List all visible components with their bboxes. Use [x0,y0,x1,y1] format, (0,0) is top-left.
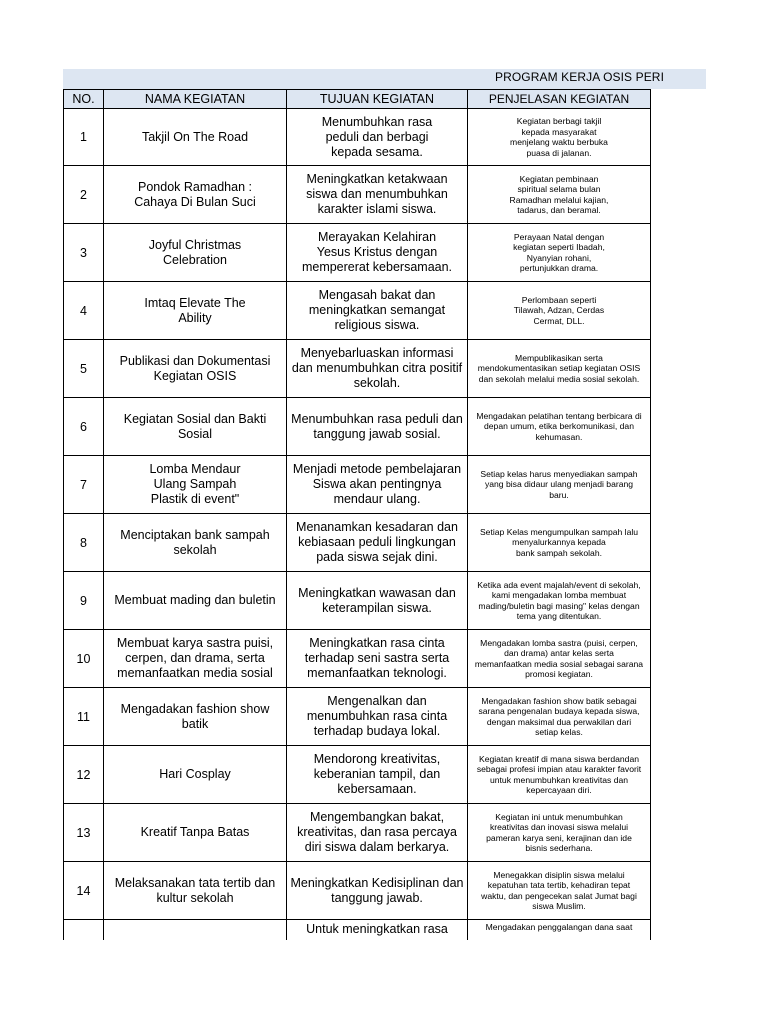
document-title: PROGRAM KERJA OSIS PERI [495,70,665,84]
table-row [64,804,651,862]
activity-description: Kegiatan berbagi takjil kepada masyarakat menjelang waktu berbuka puasa di jalanan. [510,116,608,158]
activity-name: Membuat mading dan buletin [114,593,276,607]
activity-name-cell [104,224,287,282]
row-number-cell [64,109,104,166]
header-goal: TUJUAN KEGIATAN [287,90,468,109]
activity-goal-cell [287,166,468,224]
activity-name-cell [104,862,287,920]
activity-name: Pondok Ramadhan : Cahaya Di Bulan Suci [134,179,256,209]
activity-description-cell [468,398,651,456]
table-row [64,572,651,630]
activity-description: Perayaan Natal dengan kegiatan seperti Ibadah, Nyanyian rohani, pertunjukkan drama. [513,231,605,273]
activity-name-cell [104,920,287,940]
activity-description-cell [468,109,651,166]
activity-name: Imtaq Elevate The Ability [144,295,246,325]
table-row [64,282,651,340]
activity-description-cell [468,282,651,340]
row-number: 4 [80,303,87,318]
table-row [64,109,651,166]
row-number-cell [64,340,104,398]
header-desc: PENJELASAN KEGIATAN [468,90,651,109]
table-row [64,340,651,398]
activity-name-cell [104,688,287,746]
row-number: 11 [77,709,90,724]
activity-description-cell [468,340,651,398]
activity-name-cell [104,804,287,862]
activity-name-cell [104,630,287,688]
activity-goal-cell [287,224,468,282]
row-number: 2 [80,187,87,202]
activity-name-cell [104,340,287,398]
activity-name: Publikasi dan Dokumentasi Kegiatan OSIS [119,353,271,383]
row-number-cell [64,572,104,630]
row-number-cell [64,920,104,940]
activity-goal-cell [287,920,468,940]
row-number-cell [64,282,104,340]
header-name: NAMA KEGIATAN [104,90,287,109]
row-number: 7 [80,477,87,492]
row-number-cell [64,398,104,456]
activity-description: Mengadakan lomba sastra (puisi, cerpen, dan drama) antar kelas serta memanfaatkan media sosial sebagai sarana promosi kegiatan. [474,637,644,679]
row-number: 1 [80,130,87,144]
activity-description: Mengadakan pelatihan tentang berbicara di depan umum, etika berkomunikasi, dan kehumasan. [476,410,642,442]
activity-description-cell [468,456,651,514]
activity-name-cell [104,514,287,572]
table-row [64,398,651,456]
row-number-cell [64,688,104,746]
activity-goal: Mengenalkan dan menumbuhkan rasa cinta terhadap budaya lokal. [306,694,448,738]
table-row [64,630,651,688]
activity-goal-cell [287,456,468,514]
activity-goal: Untuk meningkatkan rasa [306,922,448,936]
activity-goal: Mengasah bakat dan meningkatkan semangat religious siswa. [308,288,446,332]
table-row [64,456,651,514]
table-row [64,688,651,746]
activity-description-cell [468,804,651,862]
header-no: NO. [64,90,104,109]
activity-goal: Merayakan Kelahiran Yesus Kristus dengan mempererat kebersamaan. [301,230,453,274]
row-number: 5 [80,361,87,376]
activity-goal: Meningkatkan ketakwaan siswa dan menumbuhkan karakter islami siswa. [306,172,448,216]
activity-description-cell [468,166,651,224]
activity-name-cell [104,109,287,166]
activity-name: Lomba Mendaur Ulang Sampah Plastik di event" [149,462,241,506]
activity-description: Mengadakan fashion show batik sebagai sarana pengenalan budaya kepada siswa, dengan maksimal dua perwakilan dari setiap kelas. [478,695,640,737]
row-number-cell [64,746,104,804]
activity-goal-cell [287,398,468,456]
activity-goal-cell [287,572,468,630]
activity-goal-cell [287,688,468,746]
table-row [64,920,651,940]
table-header-row [64,90,651,109]
activity-description-cell [468,862,651,920]
row-number-cell [64,630,104,688]
row-number-cell [64,456,104,514]
activity-name-cell [104,166,287,224]
activity-description: Mempublikasikan serta mendokumentasikan setiap kegiatan OSIS dan sekolah melalui media sosial sekolah. [477,352,641,384]
table-row [64,166,651,224]
activity-goal-cell [287,514,468,572]
activity-goal: Menanamkan kesadaran dan kebiasaan peduli lingkungan pada siswa sejak dini. [296,520,458,564]
activity-goal-cell [287,804,468,862]
activity-goal: Meningkatkan Kedisiplinan dan tanggung jawab. [290,875,464,905]
activity-description: Perlombaan seperti Tilawah, Adzan, Cerdas Cermat, DLL. [513,294,605,326]
activity-name: Membuat karya sastra puisi, cerpen, dan drama, serta memanfaatkan media sosial [116,636,274,680]
activity-goal-cell [287,630,468,688]
activity-name-cell [104,456,287,514]
activity-goal: Mendorong kreativitas, keberanian tampil, dan kebersamaan. [313,752,441,796]
activity-name-cell [104,746,287,804]
activity-goal: Meningkatkan wawasan dan keterampilan siswa. [298,585,456,615]
activity-goal: Menumbuhkan rasa peduli dan berbagi kepada sesama. [321,114,433,159]
row-number: 6 [80,419,87,434]
row-number-cell [64,804,104,862]
activity-goal: Meningkatkan rasa cinta terhadap seni sastra serta memanfaatkan teknologi. [304,636,450,680]
row-number: 8 [80,535,87,550]
activity-goal-cell [287,862,468,920]
activity-description-cell [468,630,651,688]
activity-goal: Mengembangkan bakat, kreativitas, dan rasa percaya diri siswa dalam berkarya. [297,810,457,854]
activity-description-cell [468,688,651,746]
table-row [64,862,651,920]
row-number-cell [64,514,104,572]
row-number-cell [64,224,104,282]
activity-description-cell [468,224,651,282]
row-number: 13 [76,825,91,840]
table-row [64,514,651,572]
activity-name-cell [104,282,287,340]
activity-goal: Menumbuhkan rasa peduli dan tanggung jawab sosial. [291,411,463,441]
row-number: 12 [76,767,91,782]
activity-description-cell [468,572,651,630]
activity-description: Mengadakan penggalangan dana saat [485,922,633,932]
activity-goal: Menjadi metode pembelajaran Siswa akan pentingnya mendaur ulang. [292,462,462,506]
table-row [64,746,651,804]
activity-name: Menciptakan bank sampah sekolah [120,527,270,557]
table-row [64,224,651,282]
activity-name: Takjil On The Road [141,129,249,144]
activity-name: Hari Cosplay [159,767,231,781]
activity-description-cell [468,746,651,804]
activity-description: Setiap Kelas mengumpulkan sampah lalu menyalurkannya kepada bank sampah sekolah. [479,526,639,558]
activity-name-cell [104,572,287,630]
activity-goal-cell [287,282,468,340]
activity-description-cell [468,920,651,940]
row-number-cell [64,862,104,920]
table-body [64,109,651,940]
activity-description: Kegiatan ini untuk menumbuhkan kreativitas dan inovasi siswa melalui pameran karya seni, kerajinan dan ide bisnis sederhana. [486,811,632,853]
activity-name: Kegiatan Sosial dan Bakti Sosial [123,411,267,441]
activity-description: Menegakkan disiplin siswa melalui kepatuhan tata tertib, kehadiran tepat waktu, dan pengecekan salat Jumat bagi siswa Muslim. [481,869,637,911]
row-number: 14 [76,883,91,898]
activity-description: Kegiatan pembinaan spiritual selama bulan Ramadhan melalui kajian, tadarus, dan beramal. [509,173,609,215]
activity-description: Setiap kelas harus menyediakan sampah yang bisa didaur ulang menjadi barang baru. [480,468,638,500]
activity-goal-cell [287,746,468,804]
activity-description: Kegiatan kreatif di mana siswa berdandan sebagai profesi impian atau karakter favorit untuk menumbuhkan kreativitas dan kepercayaan diri. [476,753,642,795]
row-number: 3 [80,245,87,260]
activity-name-cell [104,398,287,456]
row-number-cell [64,166,104,224]
row-number: 9 [80,593,87,608]
activity-description-cell [468,514,651,572]
activity-goal-cell [287,109,468,166]
activity-name: Kreatif Tanpa Batas [140,825,250,839]
activity-goal: Menyebarluaskan informasi dan menumbuhkan citra positif sekolah. [291,346,463,390]
activity-description: Ketika ada event majalah/event di sekolah, kami mengadakan lomba membuat mading/buletin bagi masing" kelas dengan tema yang ditentukan. [477,579,641,621]
activity-goal-cell [287,340,468,398]
row-number: 10 [76,651,91,666]
activity-name: Joyful Christmas Celebration [148,237,242,267]
program-table [63,89,651,940]
activity-name: Melaksanakan tata tertib dan kultur sekolah [114,875,276,905]
activity-name: Mengadakan fashion show batik [120,701,270,731]
